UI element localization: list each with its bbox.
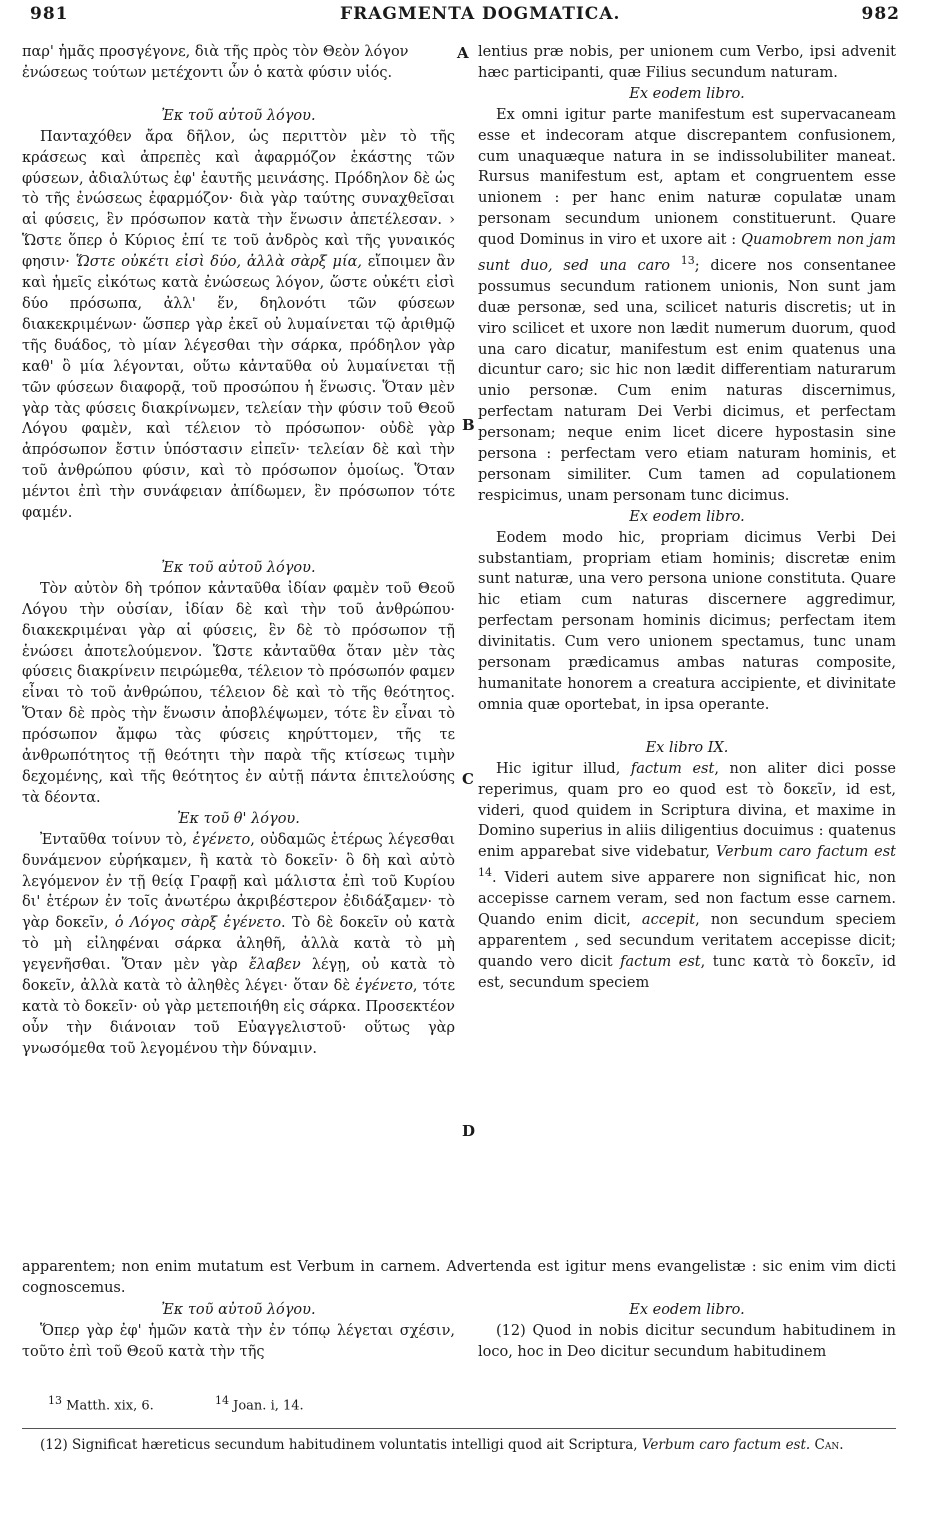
- editor-note-12: (12) Significat hæreticus secundum habitudinem voluntatis intelligi quod ait Scriptura, Verbum caro factum est. Can.: [40, 1437, 844, 1453]
- latin-heading: Ex eodem libro.: [629, 508, 745, 525]
- latin-heading: Ex libro IX.: [645, 739, 729, 756]
- latin-heading: Ex eodem libro.: [629, 85, 745, 102]
- greek-line: παρ' ἡμᾶς προσγέγονε, διὰ τῆς πρὸς τὸν Θεὸν λόγον: [22, 44, 409, 60]
- margin-marker-c: C: [462, 770, 474, 788]
- greek-heading: Ἐκ τοῦ αὐτοῦ λόγου.: [161, 1302, 316, 1318]
- margin-marker-a: A: [457, 44, 469, 62]
- greek-paragraph: Ἐνταῦθα τοίνυν τὸ, ἐγένετο, οὐδαμῶς ἑτέρως λέγεσθαι δυνάμενον εὑρήκαμεν, ἢ κατὰ τὸ δοκεῖν· ὃ δὴ καὶ αὐτὸ λεγόμενον ἐν τῇ θείᾳ Γραφῇ καὶ μάλιστα ἐπὶ τοῦ Κυρίου δι' ἑτέρων ἐν τοῖς ἀνωτέρω ἀκριβέστερον ἐδιδάξαμεν· τὸ γὰρ δοκεῖν, ὁ Λόγος σὰρξ ἐγένετο. Τὸ δὲ δοκεῖν οὐ κατὰ τὸ μὴ εἰληφέναι σάρκα ἀληθῆ, ἀλλὰ κατὰ τὸ μὴ γεγενῆσθαι. Ὅταν μὲν γὰρ ἔλαβεν λέγῃ, οὐ κατὰ τὸ δοκεῖν, ἀλλὰ κατὰ τὸ ἀληθὲς λέγει· ὅταν δὲ ἐγένετο, τότε κατὰ τὸ δοκεῖν· οὐ γὰρ μετεποιήθη εἰς σάρκα. Προσεκτέον οὖν τὴν διάνοιαν τοῦ Εὐαγγελιστοῦ· οὕτως γὰρ γνωσόμεθα τοῦ λεγομένου τὴν δύναμιν.: [22, 831, 456, 1057]
- greek-heading: Ἐκ τοῦ αὐτοῦ λόγου.: [161, 559, 316, 576]
- greek-line: ἐνώσεως τούτων μετέχοντι ὧν ὁ κατὰ φύσιν υἱός.: [22, 64, 393, 81]
- greek-paragraph: Πανταχόθεν ἄρα δῆλον, ὡς περιττὸν μὲν τὸ τῆς κράσεως καὶ ἀπρεπὲς καὶ ἀφαρμόζον ἑκάστης τῶν φύσεων, ἀδιαλύτως ἐφ' ἑαυτῆς μεινάσης. Πρόδηλον δὲ ὡς τὸ τῆς ἐνώσεως ἐφαρμόζον· διὰ γὰρ ταύτης συναχθεῖσαι αἱ φύσεις, ἓν πρόσωπον κατὰ τὴν ἕνωσιν ἀπετέλεσαν. › Ὥστε ὅπερ ὁ Κύριος ἐπί τε τοῦ ἀνδρὸς καὶ τῆς γυναικός φησιν· Ὥστε οὐκέτι εἰσὶ δύο, ἀλλὰ σὰρξ μία, εἴποιμεν ἂν καὶ ἡμεῖς εἰκότως κατὰ ἐνώσεως λόγον, ὥστε οὐκέτι εἰσὶ δύο πρόσωπα, ἀλλ' ἕν, δηλονότι τῶν φύσεων διακεκριμένων· ὥσπερ γὰρ ἐκεῖ οὐ λυμαίνεται τῷ ἀριθμῷ τῆς δυάδος, τὸ μίαν λέγεσθαι τὴν σάρκα, πρόδηλον γὰρ καθ' ὃ μία λέγονται, οὕτω κἀνταῦθα οὐ λυμαίνεται τῇ τῶν φύσεων διαφορᾷ, τοῦ προσώπου ἡ ἕνωσις. Ὅταν μὲν γὰρ τὰς φύσεις διακρίνωμεν, τελείαν τὴν φύσιν τοῦ Θεοῦ Λόγου φαμὲν, καὶ τέλειον τὸ πρόσωπον· οὐδὲ γὰρ ἀπρόσωπον ἔστιν ὑπόστασιν εἰπεῖν· τελείαν δὲ καὶ τὴν τοῦ ἀνθρώπου φύσιν, καὶ τὸ πρόσωπον ὁμοίως. Ὅταν μέντοι ἐπὶ τὴν συνάφειαν ἀπίδωμεν, ἓν πρόσωπον τότε φαμέν.: [22, 128, 456, 522]
- footnote-13: $^{13}$ Matth. xix, 6.: [48, 1394, 154, 1414]
- latin-paragraph: lentius præ nobis, per unionem cum Verbo, ipsi advenit hæc participanti, quæ Filius secundum naturam.: [478, 44, 896, 81]
- greek-paragraph: Ὅπερ γὰρ ἐφ' ἡμῶν κατὰ τὴν ἐν τόπῳ λέγεται σχέσιν, τοῦτο ἐπὶ τοῦ Θεοῦ κατὰ τὴν τῆς: [22, 1322, 455, 1360]
- latin-paragraph: Ex omni igitur parte manifestum est supervacaneam esse et indecoram atque discrepantem confusionem, cum unaquæque natura in se indissolubiliter maneat. Rursus manifestum est, aptam et congruentem esse unionem : per hanc enim naturæ copulatæ unam personam secundum unionem constituerunt. Quare quod Dominus in viro et uxore ait : Quamobrem non jam sunt duo, sed una caro $^{13}$; dicere nos consentanee possumus secundum rationem unionis, Non sunt jam duæ personæ, sed una, scilicet naturis discretis; ut in viro scilicet et uxore non lædit numerum duorum, quod una caro dicatur, manifestum est enim quatenus una dicuntur caro; sic hic non lædit differentiam naturarum unio personæ. Cum enim naturas discernimus, perfectam naturam Dei Verbi dicimus, et perfectam personam; neque enim licet dicere hypostasin sine persona : perfectam vero etiam naturam hominis, et personam similiter. Cum tamen ad copulationem respicimus, unam personam tunc dicimus.: [478, 106, 897, 504]
- latin-paragraph: Eodem modo hic, propriam dicimus Verbi Dei substantiam, propriam etiam hominis; discretæ enim sunt naturæ, una vero persona unione constituta. Quare hic etiam cum naturas discernere aggredimur, perfectam personam hominis dicimus; perfectam item divinitatis. Cum vero unionem spectamus, tunc unam personam prædicamus ambas naturas composite, humanitate honorem a creatura accipiente, et divinitate omnia quæ oportebat, in ipsa operante.: [478, 529, 896, 713]
- greek-heading: Ἐκ τοῦ θ' λόγου.: [177, 810, 300, 827]
- latin-column-lower: [478, 1300, 896, 1363]
- latin-paragraph: (12) Quod in nobis dicitur secundum habitudinem in loco, hoc in Deo dicitur secundum habitudinem: [478, 1322, 896, 1360]
- page-number-left: 981: [30, 4, 69, 24]
- latin-heading: Ex eodem libro.: [629, 1302, 745, 1318]
- footnote-14: $^{14}$ Joan. i, 14.: [215, 1394, 304, 1414]
- page-header: [30, 4, 900, 30]
- latin-paragraph: Hic igitur illud, factum est, non aliter dici posse reperimus, quam pro eo quod est τὸ δοκεῖν, id est, videri, quod quidem in Scriptura divina, et maxime in Domino superius in aliis diligentius docuimus : quatenus enim apparebat sive videbatur, Verbum caro factum est $^{14}$. Videri autem sive apparere non significat hic, non accepisse carnem veram, sed non factum esse carnem. Quando enim dicit, accepit, non secundum speciem apparentem , sed secundum veritatem accepisse dicit; quando vero dicit factum est, tunc κατὰ τὸ δοκεῖν, id est, secundum speciem: [478, 760, 896, 991]
- continuation-text: apparentem; non enim mutatum est Verbum in carnem. Advertenda est igitur mens evangelistæ : sic enim vim dicti cognoscemus.: [22, 1259, 896, 1296]
- greek-column-lower: [22, 1300, 455, 1363]
- running-title: FRAGMENTA DOGMATICA.: [340, 4, 621, 24]
- margin-marker-d: D: [462, 1122, 476, 1140]
- greek-heading: Ἐκ τοῦ αὐτοῦ λόγου.: [161, 107, 316, 124]
- margin-marker-b: B: [462, 416, 475, 434]
- footnote-divider: [22, 1428, 896, 1429]
- greek-column: [22, 42, 455, 1060]
- latin-column: [478, 42, 896, 994]
- page-number-right: 982: [861, 4, 900, 24]
- greek-paragraph: Τὸν αὐτὸν δὴ τρόπον κἀνταῦθα ἰδίαν φαμὲν τοῦ Θεοῦ Λόγου τὴν οὐσίαν, ἰδίαν δὲ καὶ τὴν τοῦ ἀνθρώπου· διακεκριμέναι γὰρ αἱ φύσεις, ἓν δὲ τὸ πρόσωπον τῇ ἑνώσει ἀποτελούμενον. Ὥστε κἀνταῦθα ὅταν μὲν τὰς φύσεις διακρίνειν πειρώμεθα, τέλειον τὸ πρόσωπόν φαμεν εἶναι τὸ τοῦ ἀνθρώπου, τέλειον δὲ καὶ τὸ τῆς θεότητος. Ὅταν δὲ πρὸς τὴν ἕνωσιν ἀποβλέψωμεν, τότε ἓν εἶναι τὸ πρόσωπον ἄμφω τὰς φύσεις κηρύττομεν, τῆς τε ἀνθρωπότητος τῇ θεότητι τὴν παρὰ τῆς κτίσεως τιμὴν δεχομένης, καὶ τῆς θεότητος ἐν αὐτῇ πάντα ἐπιτελούσης τὰ δέοντα.: [22, 580, 455, 806]
